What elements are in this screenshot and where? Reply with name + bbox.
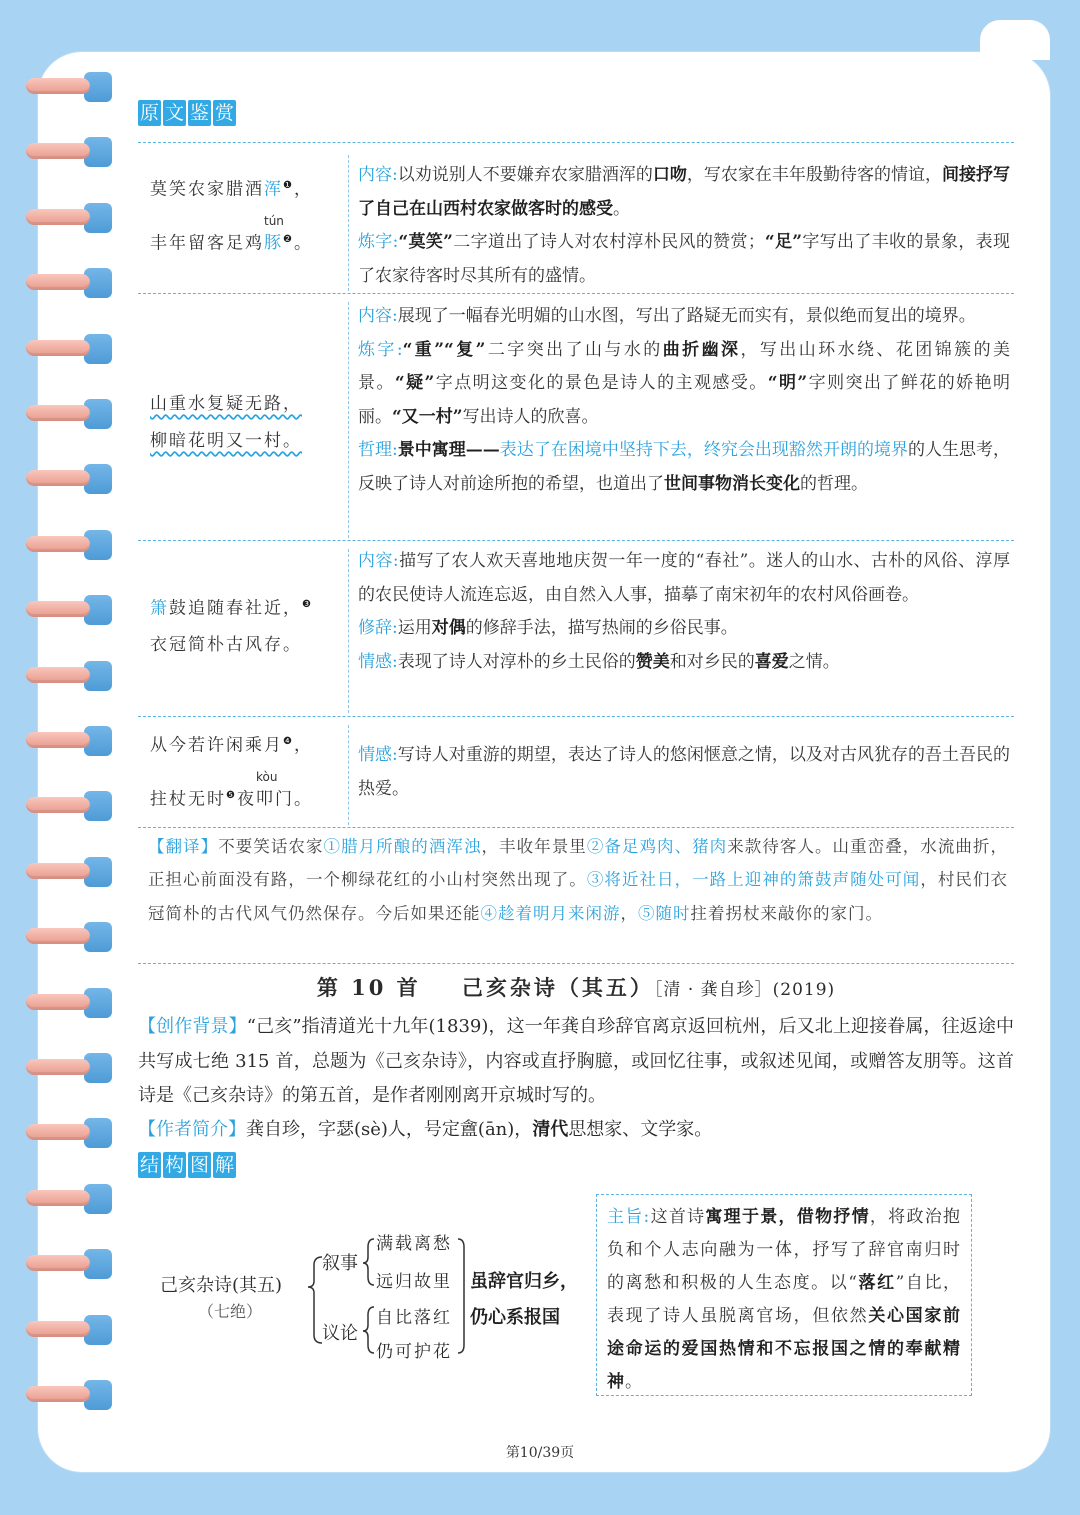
section-char: 原 [140,102,160,124]
column-separator [348,302,349,538]
poem-lines: 箫鼓追随春社近，$^❸$ 衣冠简朴古风存。 [150,598,313,655]
ring-loop [26,143,90,159]
poem-row-1 [138,143,1014,293]
poem-lines: 从今若许闲乘月$^❹$， 拄杖无时$^❺$夜 kòu 叩门。 [150,735,313,810]
ring-loop [26,340,90,356]
binding-ring [18,659,118,693]
pinyin: kòu [255,770,278,785]
ring-loop [26,470,90,486]
binding-ring [18,789,118,823]
page-number: 第10/39页 [505,1445,575,1461]
ring-loop [26,667,90,683]
divider [138,827,1014,828]
binding-ring [18,1378,118,1412]
ring-loop [26,863,90,879]
section-char: 构 [165,1154,185,1176]
diagram-leaf: 仍可护花 [376,1342,452,1362]
binding-ring [18,724,118,758]
section-char: 图 [190,1154,210,1176]
diagram-leaf: 满载离愁 [376,1234,452,1254]
ring-loop [26,1321,90,1337]
binding-ring [18,70,118,104]
ring-loop [26,1386,90,1402]
poem-row-4 [138,717,1014,827]
ring-loop [26,209,90,225]
column-separator [348,155,349,291]
ring-loop [26,797,90,813]
binding-ring [18,528,118,562]
poem-title: 第 10 首 己亥杂诗（其五）［清 · 龚自珍］(2019) [316,975,836,1000]
theme-summary: 主旨:这首诗寓理于景，借物抒情，将政治抱负和个人志向融为一体，抒写了辞官南归时的离愁和积极的人生态度。以“落红”自比，表现了诗人虽脱离官场，但依然关心国家前途命运的爱国热情和不忘报国之情的奉献精神。 [596,1194,972,1396]
diagram-branch-argument: 议论 [322,1323,358,1344]
section-char: 解 [215,1154,235,1176]
section-char: 鉴 [190,102,210,124]
poem-analysis: 内容:展现了一幅春光明媚的山水图，写出了路疑无而实有，景似绝而复出的境界。 炼字:“重”“复”二字突出了山与水的曲折幽深，写出山环水绕、花团锦簇的美景。“疑”字点明这变化的景色是诗人的主观感受。“明”字则突出了鲜花的娇艳明丽。“又一村”写出诗人的欣喜。 哲理:景中寓理——表达了在困境中坚持下去，终究会出现豁然开朗的境界的人生思考，反映了诗人对前途所抱的希望，也道出了世间事物消长变化的哲理。 [358,306,1011,494]
binding-ring [18,135,118,169]
binding-ring [18,397,118,431]
ring-loop [26,1124,90,1140]
binding-ring [18,201,118,235]
diagram-leaf: 远归故里 [376,1272,452,1292]
ring-loop [26,1190,90,1206]
binding-ring [18,920,118,954]
diagram-root: 己亥杂诗(其五) [160,1275,283,1296]
binding-ring [18,593,118,627]
translation: 【翻译】不要笑话农家①腊月所酿的酒浑浊，丰收年景里②备足鸡肉、猪肉来款待客人。山重峦叠，水流曲折，正担心前面没有路，一个柳绿花红的小山村突然出现了。③将近社日，一路上迎神的箫鼓声随处可闻，村民们衣冠简朴的古代风气仍然保存。今后如果还能④趁着明月来闲游，⑤随时拄着拐杖来敲你的家门。 [148,837,1009,923]
ring-loop [26,1059,90,1075]
poem-analysis: 情感:写诗人对重游的期望，表达了诗人的悠闲惬意之情，以及对古风犹存的吾土吾民的热爱。 [358,745,1010,799]
poem-lines: 莫笑农家腊酒浑$^❶$， 丰年留客足鸡 tún 豚$^❷$。 [150,179,313,254]
binding-ring [18,1116,118,1150]
section-char: 赏 [215,102,235,124]
ring-loop [26,405,90,421]
ring-loop [26,274,90,290]
ring-loop [26,994,90,1010]
binding-ring [18,1182,118,1216]
divider [138,963,1014,964]
binding-ring [18,266,118,300]
ring-loop [26,732,90,748]
ring-loop [26,536,90,552]
diagram-leaf: 自比落红 [376,1308,452,1328]
binding-ring [18,462,118,496]
section-title-structure [138,1152,238,1178]
ring-loop [26,78,90,94]
binding-ring [18,1051,118,1085]
diagram-branch-narrative: 叙事 [322,1253,358,1274]
binding-ring [18,1313,118,1347]
ring-loop [26,1255,90,1271]
binding-ring [18,855,118,889]
author-intro: 【作者简介】龚自珍，字瑟(sè)人，号定盦(ān)，清代思想家、文学家。 [138,1119,713,1140]
diagram-root-sub: （七绝） [198,1302,263,1321]
column-separator [348,725,349,825]
poem-lines: 山重水复疑无路， 柳暗花明又一村。 [150,394,302,451]
column-separator [348,549,349,713]
section-title-original [138,100,238,126]
poem-row-3 [138,541,1014,716]
poem-analysis: 内容:以劝说别人不要嫌弃农家腊酒浑的口吻，写农家在丰年殷勤待客的情谊，间接抒写了自己在山西村农家做客时的感受。 炼字:“莫笑”二字道出了诗人对农村淳朴民风的赞赏；“足”字写出了丰收的景象，表现了农家待客时尽其所有的盛情。 [358,165,1011,286]
diagram-result: 虽辞官归乡， [470,1271,578,1292]
poem-row-2 [138,294,1014,540]
ring-loop [26,601,90,617]
ring-loop [26,928,90,944]
binding-ring [18,332,118,366]
page-tab [980,20,1050,60]
section-char: 结 [140,1154,160,1176]
poem-analysis: 内容:描写了农人欢天喜地地庆贺一年一度的“春社”。迷人的山水、古朴的风俗、淳厚的农民使诗人流连忘返，由自然入人事，描摹了南宋初年的农村风俗画卷。 修辞:运用对偶的修辞手法，描写热闹的乡俗民事。 情感:表现了诗人对淳朴的乡土民俗的赞美和对乡民的喜爱之情。 [358,551,1010,672]
binding-ring [18,986,118,1020]
section-char: 文 [165,102,185,124]
pinyin: tún [264,214,284,229]
creation-background: 【创作背景】“己亥”指清道光十九年(1839)，这一年龚自珍辞官离京返回杭州，后又北上迎接眷属，往返途中共写成七绝 315 首，总题为《己亥杂诗》，内容或直抒胸臆，或回忆往事，或叙述见闻，或赠答友朋等。这首诗是《己亥杂诗》的第五首，是作者刚刚离开京城时写的。 [138,1016,1014,1106]
structure-diagram [150,1225,590,1385]
diagram-result: 仍心系报国 [470,1307,560,1328]
binding-ring [18,1247,118,1281]
